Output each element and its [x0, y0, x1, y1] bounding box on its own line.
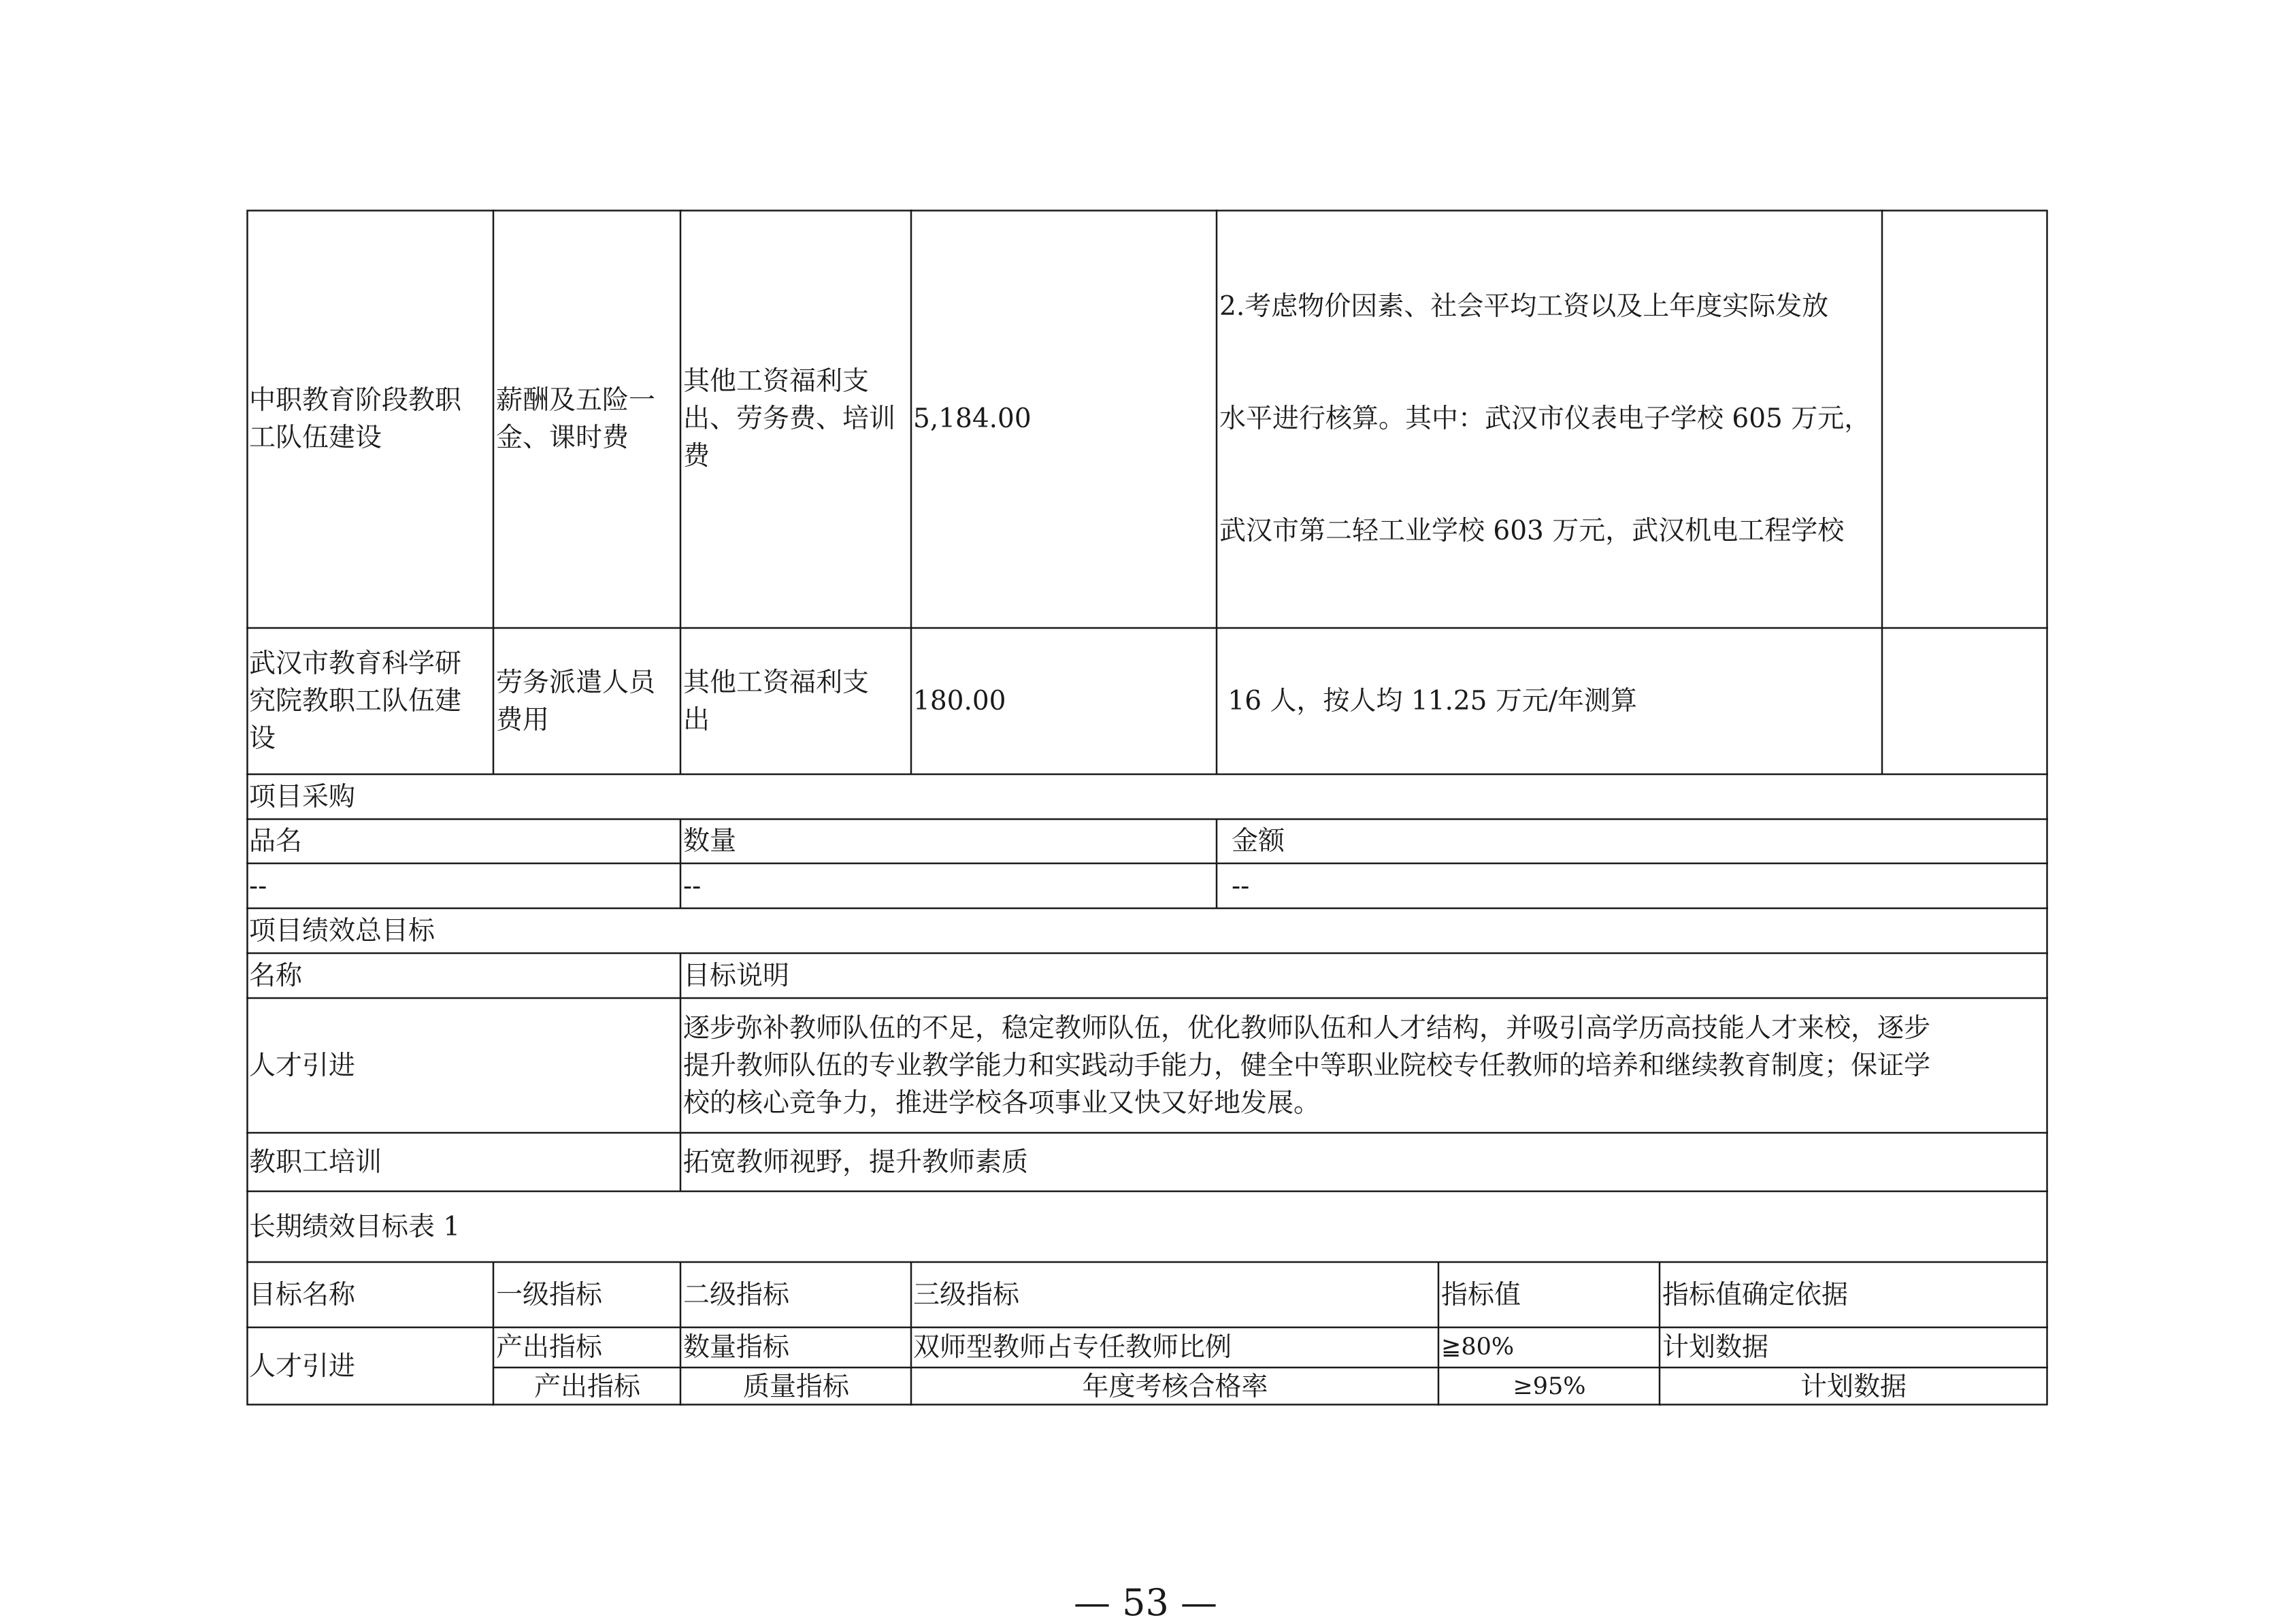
budget-row-1-project-line: 工队伍建设: [249, 422, 382, 453]
indicator-value: 年度考核合格率: [1082, 1371, 1268, 1402]
long-term-header-label: 一级指标: [496, 1279, 603, 1310]
overall-goal-header-name: [249, 953, 679, 998]
indicator-value: 双师型教师占专任教师比例: [913, 1332, 1232, 1363]
indicator-value: 产出指标: [496, 1332, 603, 1363]
indicator-row-1-level-1: [496, 1327, 678, 1368]
procurement-header-label: 品名: [249, 826, 303, 857]
budget-row-2-basis: [1219, 628, 1881, 774]
indicator-row-2-basis: [1661, 1368, 2046, 1406]
long-term-goal-name: [249, 1327, 491, 1406]
indicator-row-2-value: [1440, 1368, 1659, 1406]
long-term-section-title: [249, 1191, 2045, 1262]
budget-row-1-subject: [683, 210, 910, 628]
budget-row-2-amount-value: 180.00: [913, 686, 1006, 716]
long-term-header-label: 三级指标: [913, 1279, 1020, 1310]
long-term-header-label: 指标值确定依据: [1662, 1279, 1849, 1310]
long-term-header-goal-name: [249, 1262, 491, 1327]
budget-row-2-project: [249, 628, 491, 774]
indicator-row-1-level-3: [913, 1327, 1437, 1368]
page-number: — 53 —: [1073, 1581, 1218, 1624]
indicator-row-1-level-2: [683, 1327, 910, 1368]
budget-row-1-amount: [913, 210, 1215, 628]
overall-goal-row-1-name: [249, 998, 679, 1133]
budget-row-2-remark: [1884, 628, 2046, 774]
long-term-header-label: 目标名称: [249, 1279, 356, 1310]
indicator-value: 产出指标: [533, 1371, 640, 1402]
budget-row-1-item-line: 薪酬及五险一: [496, 384, 656, 416]
procurement-value: --: [683, 870, 702, 901]
budget-row-2-project-line: 究院教职工队伍建: [249, 686, 462, 716]
indicator-value: 质量指标: [742, 1371, 849, 1402]
long-term-header-level-1: [496, 1262, 678, 1327]
long-term-header-level-3: [913, 1262, 1437, 1327]
budget-row-1-project-line: 中职教育阶段教职: [249, 384, 462, 416]
long-term-header-value: [1441, 1262, 1658, 1327]
indicator-value: 计划数据: [1662, 1332, 1769, 1363]
budget-row-1-basis-line: 水平进行核算。其中：武汉市仪表电子学校 605 万元，: [1219, 403, 1871, 434]
budget-row-1-basis-line: [1219, 210, 1870, 213]
budget-row-1-project: [249, 210, 491, 628]
overall-goal-row-2-name: [249, 1133, 679, 1191]
budget-row-1-basis: [1219, 210, 1881, 628]
procurement-value-name: [249, 863, 679, 908]
indicator-row-2-level-1: [495, 1368, 680, 1406]
procurement-header-amount: [1232, 819, 2045, 863]
budget-row-1-subject-line: 费: [683, 441, 710, 471]
procurement-value-quantity: [683, 863, 1215, 908]
procurement-value: --: [1232, 870, 1250, 901]
budget-row-1-item: [496, 210, 678, 628]
overall-goal-title: 项目绩效总目标: [249, 915, 435, 946]
overall-goal-description-line: 拓宽教师视野，提升教师素质: [683, 1146, 1029, 1178]
budget-row-2-item: [496, 628, 678, 774]
overall-goal-description-line: 校的核心竞争力，推进学校各项事业又快又好地发展。: [683, 1087, 1321, 1118]
budget-row-2-project-line: 武汉市教育科学研: [249, 648, 462, 679]
indicator-value: ≥95%: [1513, 1372, 1586, 1400]
procurement-header-label: 金额: [1232, 826, 1285, 857]
procurement-value-amount: [1232, 863, 2045, 908]
long-term-goal-name-text: 人才引进: [249, 1351, 356, 1382]
long-term-header-basis: [1662, 1262, 2045, 1327]
overall-goal-header-description: [683, 953, 2045, 998]
budget-row-2-project-line: 设: [249, 723, 276, 754]
budget-row-2-amount: [913, 628, 1215, 774]
long-term-header-label: 指标值: [1441, 1279, 1521, 1310]
procurement-header-name: [249, 819, 679, 863]
indicator-row-2-level-3: [912, 1368, 1438, 1406]
budget-row-1-remark: [1884, 210, 2046, 628]
long-term-header-label: 二级指标: [683, 1279, 790, 1310]
overall-goal-section-title: [249, 908, 2045, 953]
budget-row-1-subject-line: 出、劳务费、培训: [683, 403, 896, 434]
procurement-section-title: [249, 774, 2045, 819]
budget-row-1-amount-value: 5,184.00: [913, 403, 1032, 434]
budget-row-1-basis-line: 2.考虑物价因素、社会平均工资以及上年度实际发放: [1219, 291, 1829, 322]
overall-goal-name: 人才引进: [249, 1050, 356, 1081]
budget-row-2-subject-line: 其他工资福利支: [683, 667, 870, 698]
procurement-header-label: 数量: [683, 826, 737, 857]
indicator-value: 计划数据: [1800, 1371, 1907, 1402]
indicator-value: ≧80%: [1441, 1333, 1515, 1361]
budget-row-1-basis-line: 武汉市第二轻工业学校 603 万元，武汉机电工程学校: [1219, 516, 1845, 546]
procurement-title: 项目采购: [249, 781, 356, 812]
overall-goal-header-label: 目标说明: [683, 960, 790, 991]
overall-goal-row-1-description: [683, 998, 2045, 1133]
budget-row-1-item-line: 金、课时费: [496, 422, 629, 453]
budget-row-2-subject: [683, 628, 910, 774]
indicator-row-2-level-2: [682, 1368, 910, 1406]
budget-row-1-subject-line: 其他工资福利支: [683, 366, 870, 397]
indicator-value: 数量指标: [683, 1332, 790, 1363]
procurement-value: --: [249, 870, 267, 901]
overall-goal-name: 教职工培训: [249, 1146, 382, 1178]
budget-detail-table: [246, 210, 2048, 1406]
overall-goal-row-2-description: [683, 1133, 2045, 1191]
long-term-title: 长期绩效目标表 1: [249, 1211, 461, 1242]
budget-row-2-subject-line: 出: [683, 704, 710, 735]
overall-goal-description-line: 提升教师队伍的专业教学能力和实践动手能力，健全中等职业院校专任教师的培养和继续教育制度；保证学: [683, 1050, 1931, 1081]
long-term-header-level-2: [683, 1262, 910, 1327]
overall-goal-header-label: 名称: [249, 960, 303, 991]
overall-goal-description-line: 逐步弥补教师队伍的不足，稳定教师队伍，优化教师队伍和人才结构，并吸引高学历高技能人才来校，逐步: [683, 1012, 1931, 1044]
indicator-row-1-value: [1441, 1327, 1658, 1368]
procurement-header-quantity: [683, 819, 1215, 863]
budget-row-2-basis-line: 16 人，按人均 11.25 万元/年测算: [1219, 686, 1638, 716]
budget-row-2-item-line: 费用: [496, 704, 550, 735]
indicator-row-1-basis: [1662, 1327, 2045, 1368]
budget-row-2-item-line: 劳务派遣人员: [496, 667, 656, 698]
